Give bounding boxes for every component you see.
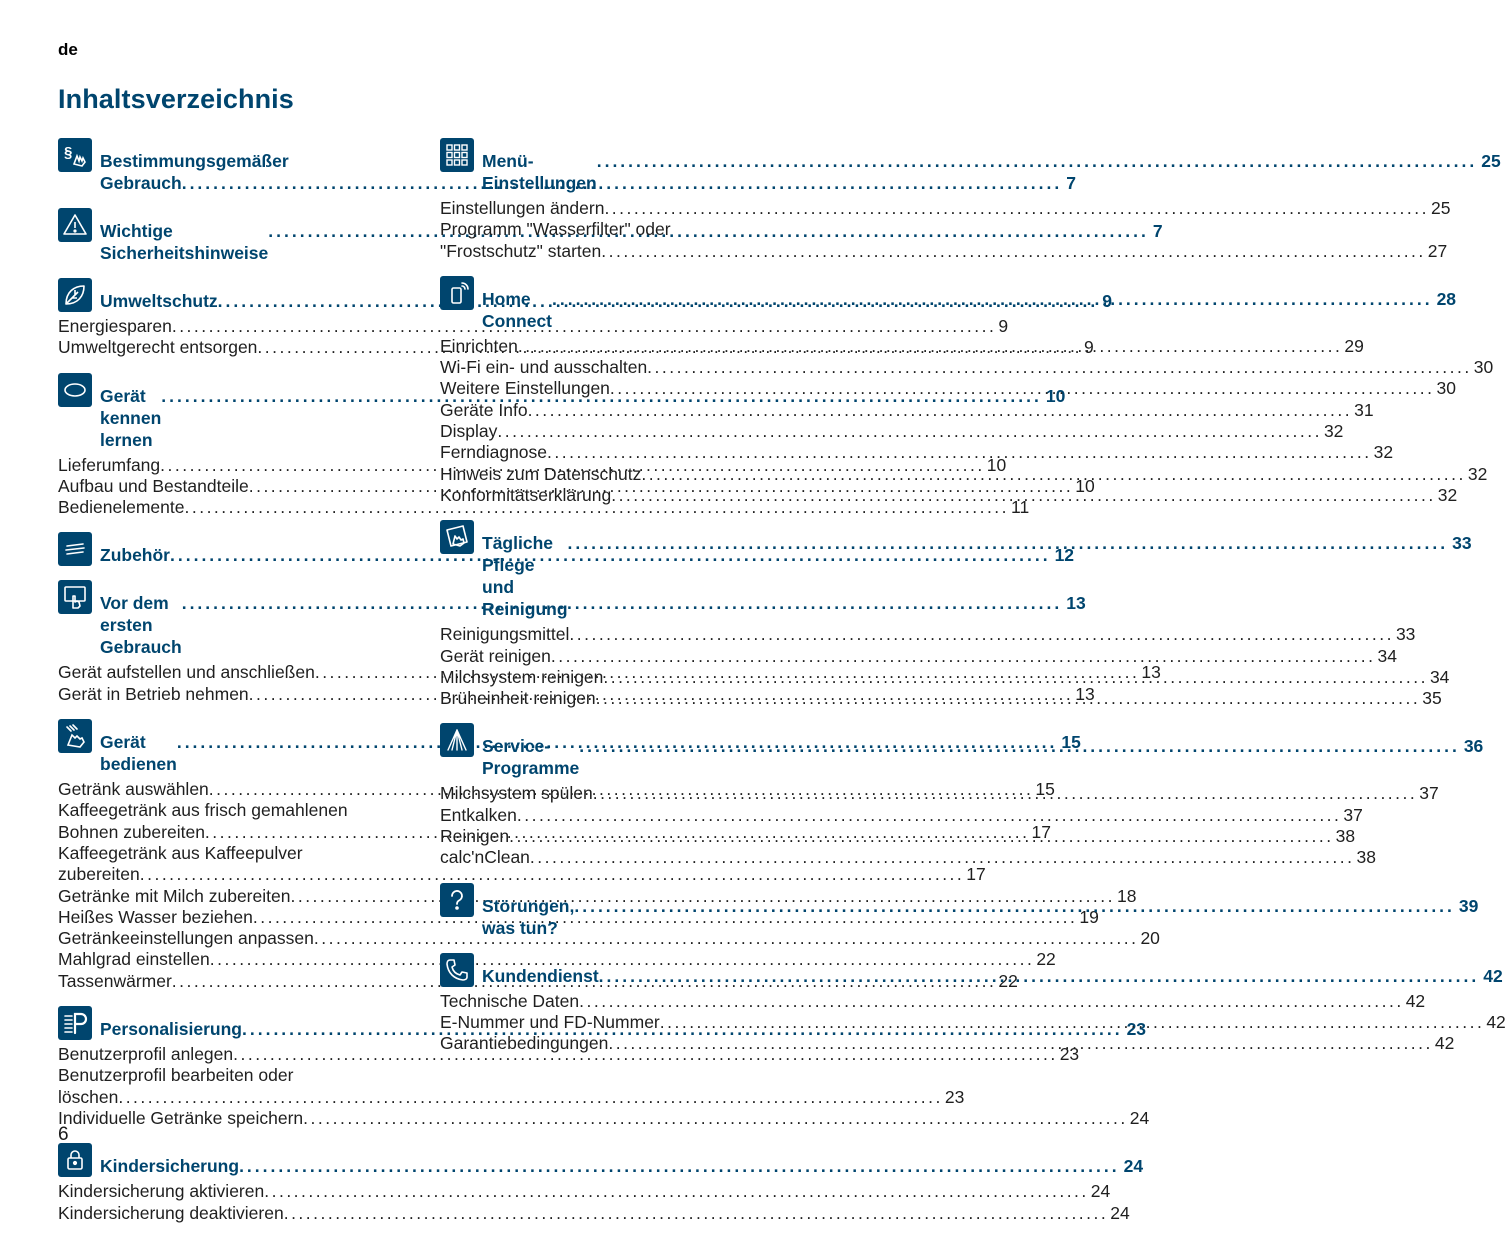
toc-entry-page: 37 bbox=[1419, 783, 1439, 804]
toc-entry-page: 25 bbox=[1431, 198, 1451, 218]
toc-entry-title: Energiesparen bbox=[58, 316, 172, 336]
toc-entry[interactable] bbox=[440, 335, 1364, 357]
dot-leader bbox=[596, 688, 1421, 709]
toc-entry-page: 20 bbox=[1140, 928, 1160, 949]
toc-entry-title: Reinigen bbox=[440, 826, 510, 847]
toc-entry-page: 42 bbox=[1434, 1033, 1455, 1054]
toc-entry-title: Benutzerprofil anlegen bbox=[58, 1044, 234, 1065]
language-code: de bbox=[58, 40, 78, 59]
dot-leader bbox=[574, 895, 1455, 939]
toc-entry-title: Getränkeeinstellungen anpassen bbox=[58, 928, 314, 949]
toc-entry[interactable] bbox=[58, 1044, 1080, 1065]
phone-handset-icon bbox=[440, 953, 474, 987]
toc-section-header[interactable] bbox=[58, 1143, 1144, 1177]
dot-leader bbox=[552, 288, 1433, 332]
service-spray-icon bbox=[440, 723, 474, 757]
toc-entry-line[interactable]: Kaffeegetränk aus frisch gemahlenen bbox=[58, 800, 348, 821]
toc-entry[interactable] bbox=[58, 885, 1137, 907]
toc-section-title-text: Umweltschutz bbox=[100, 291, 218, 311]
toc-section-title-text: Kindersicherung bbox=[100, 1156, 240, 1177]
toc-section-title-text: Gerät bedienen bbox=[100, 732, 177, 775]
toc-entry[interactable] bbox=[58, 1107, 1150, 1129]
toc-entry[interactable] bbox=[440, 240, 1448, 262]
toc-entry-page: 22 bbox=[998, 970, 1018, 991]
dot-leader bbox=[239, 1155, 1120, 1177]
toc-section-title-wrap bbox=[482, 883, 1478, 939]
toc-section-page: 9 bbox=[1102, 291, 1112, 311]
dot-leader bbox=[284, 1203, 1109, 1224]
section-hand-icon bbox=[58, 138, 92, 172]
toc-section-page: 42 bbox=[1483, 965, 1503, 986]
toc-entry[interactable] bbox=[58, 1181, 1111, 1202]
question-icon bbox=[440, 883, 474, 917]
toc-section-page: 39 bbox=[1458, 895, 1479, 916]
toc-entry-title: Wi-Fi ein- und ausschalten bbox=[440, 357, 648, 378]
toc-entry-page: 32 bbox=[1437, 484, 1458, 505]
toc-entry-title: Entkalken bbox=[440, 804, 517, 825]
toc-entry-page: 32 bbox=[1323, 421, 1344, 442]
toc-section bbox=[58, 1143, 1144, 1224]
dot-leader bbox=[601, 241, 1426, 262]
toc-entry[interactable] bbox=[440, 198, 1451, 219]
toc-entry-title: Technische Daten bbox=[440, 990, 580, 1011]
hand-pointer-icon bbox=[58, 580, 92, 614]
toc-section bbox=[58, 532, 1075, 566]
toc-section-header[interactable] bbox=[440, 138, 1501, 194]
toc-entry-page: 24 bbox=[1090, 1181, 1111, 1202]
toc-entry-line[interactable]: Benutzerprofil bearbeiten oder bbox=[58, 1065, 294, 1086]
toc-section-title-text: Störungen, was tun? bbox=[482, 895, 575, 938]
dot-leader bbox=[599, 965, 1480, 987]
toc-entry[interactable] bbox=[440, 399, 1374, 421]
dot-leader bbox=[497, 421, 1322, 442]
dot-leader bbox=[517, 805, 1342, 826]
toc-entry-page: 9 bbox=[1083, 337, 1094, 358]
toc-entry-page: 17 bbox=[966, 864, 986, 885]
dot-leader bbox=[303, 1108, 1128, 1129]
toc-entry-title: Garantiebedingungen bbox=[440, 1033, 609, 1054]
toc-entry[interactable] bbox=[58, 316, 1009, 337]
toc-entry[interactable] bbox=[440, 1033, 1455, 1054]
toc-section-header[interactable] bbox=[58, 532, 1075, 566]
toc-section-page: 12 bbox=[1054, 545, 1075, 566]
toc-entry[interactable] bbox=[440, 804, 1363, 826]
toc-entry-title: Bohnen zubereiten bbox=[58, 821, 205, 842]
toc-section-title bbox=[482, 288, 1456, 332]
page-number: 6 bbox=[58, 1124, 69, 1145]
toc-entry-title: Heißes Wasser beziehen bbox=[58, 906, 253, 927]
toc-section-title-text: Menü-Einstellungen bbox=[482, 151, 597, 193]
toc-entry-title: calc'nClean bbox=[440, 847, 530, 868]
toc-entry-page: 35 bbox=[1422, 688, 1442, 709]
dot-leader bbox=[530, 847, 1355, 868]
toc-entry[interactable] bbox=[58, 864, 986, 885]
toc-entry-page: 10 bbox=[986, 454, 1007, 475]
svg-text:§: § bbox=[64, 144, 73, 161]
warning-triangle-icon bbox=[58, 208, 92, 242]
toc-section-title-text: Gebrauch bbox=[100, 173, 182, 193]
toc-entry-title: Lieferumfang bbox=[58, 454, 161, 475]
toc-entry-title: Weitere Einstellungen bbox=[440, 378, 610, 399]
toc-section-page: 10 bbox=[1045, 385, 1066, 406]
toc-entry-page: 42 bbox=[1486, 1011, 1506, 1032]
dot-leader bbox=[547, 442, 1372, 463]
toc-entry-page: 15 bbox=[1035, 779, 1055, 800]
toc-entry-page: 11 bbox=[1011, 497, 1030, 518]
toc-entry-page: 31 bbox=[1354, 399, 1374, 420]
toc-entry-title: Gerät aufstellen und anschließen bbox=[58, 662, 315, 683]
toc-entry-title: Milchsystem spülen bbox=[440, 783, 593, 804]
toc-entry-title: Display bbox=[440, 421, 498, 442]
dot-leader bbox=[647, 357, 1472, 378]
toc-section-page: 13 bbox=[1066, 593, 1086, 614]
toc-entry-title: Gerät reinigen bbox=[440, 645, 551, 666]
dot-leader bbox=[118, 1087, 943, 1108]
toc-entry-title: Getränk auswählen bbox=[58, 779, 209, 800]
dot-leader bbox=[660, 1012, 1485, 1033]
toc-entry-title: Konformitätserklärung bbox=[440, 484, 612, 505]
toc-entry-page: 42 bbox=[1405, 990, 1426, 1011]
toc-entry-title: Brüheinheit reinigen bbox=[440, 688, 596, 709]
toc-entry-page: 29 bbox=[1344, 335, 1364, 356]
toc-section-page: 28 bbox=[1436, 288, 1457, 309]
toc-entry-page: 32 bbox=[1467, 463, 1488, 484]
toc-section-page: 24 bbox=[1123, 1156, 1144, 1177]
dot-leader bbox=[641, 464, 1466, 485]
toc-entry[interactable] bbox=[58, 1086, 965, 1108]
toc-entry-title: löschen bbox=[58, 1086, 119, 1107]
toc-section-title-wrap bbox=[482, 276, 1456, 332]
toc-section-title-text: Tägliche Pflege und Reinigung bbox=[482, 533, 568, 620]
toc-entry-title: Einrichten bbox=[440, 335, 518, 356]
toc-entry-title: E-Nummer und FD-Nummer bbox=[440, 1011, 660, 1032]
toc-entry-title: Tassenwärmer bbox=[58, 970, 172, 991]
toc-entry-page: 30 bbox=[1473, 357, 1494, 378]
dot-leader bbox=[528, 400, 1353, 421]
dot-leader bbox=[593, 783, 1418, 804]
toc-entry-page: 19 bbox=[1079, 906, 1099, 927]
toc-entry-title: Getränke mit Milch zubereiten bbox=[58, 885, 291, 906]
toc-section-page: 7 bbox=[1066, 173, 1076, 193]
toc-entry[interactable] bbox=[440, 847, 1376, 868]
toc-entry[interactable] bbox=[58, 928, 1160, 949]
toc-entry[interactable] bbox=[58, 949, 1056, 970]
dot-leader bbox=[579, 735, 1460, 779]
toc-entry[interactable] bbox=[440, 624, 1416, 645]
toc-entry-title: Geräte Info bbox=[440, 399, 528, 420]
toc-entry-page: 10 bbox=[1075, 475, 1095, 496]
toc-entry-title: Kindersicherung deaktivieren bbox=[58, 1202, 284, 1223]
eye-icon bbox=[58, 373, 92, 407]
toc-entry-page: 34 bbox=[1429, 666, 1450, 687]
toc-entry[interactable] bbox=[58, 497, 1030, 518]
toc-section-title bbox=[482, 735, 1483, 779]
toc-section-title-wrap bbox=[482, 138, 1501, 194]
toc-entry-title: Bedienelemente bbox=[58, 497, 185, 518]
toc-section-title-text: Gerät kennen lernen bbox=[100, 385, 162, 450]
toc-section-title-wrap bbox=[482, 723, 1483, 779]
toc-entry-page: 23 bbox=[944, 1086, 965, 1107]
toc-entry-page: 17 bbox=[1031, 821, 1051, 842]
dot-leader bbox=[518, 336, 1343, 357]
dot-leader bbox=[509, 826, 1334, 847]
toc-section-title-text: Vor dem ersten Gebrauch bbox=[100, 593, 182, 658]
toc-section-title bbox=[482, 532, 1472, 620]
dot-leader bbox=[603, 667, 1428, 688]
toc-entry-line[interactable]: Kaffeegetränk aus Kaffeepulver bbox=[58, 842, 303, 863]
toc-section bbox=[440, 138, 1501, 262]
toc-section-title-text: Service-Programme bbox=[482, 736, 580, 779]
toc-entry-page: 34 bbox=[1377, 645, 1397, 666]
toc-section-title-wrap bbox=[482, 953, 1503, 987]
toc-section-page: 15 bbox=[1061, 732, 1081, 753]
toc-entry-title: Individuelle Getränke speichern bbox=[58, 1107, 304, 1128]
toc-entry-page: 32 bbox=[1373, 442, 1394, 463]
toc-section-title-wrap bbox=[100, 1143, 1143, 1177]
toc-entry-title: zubereiten bbox=[58, 864, 140, 885]
toc-entry-title: "Frostschutz" starten bbox=[440, 240, 602, 261]
toc-entry-title: Hinweis zum Datenschutz bbox=[440, 463, 642, 484]
toc-entry-line[interactable]: Programm "Wasserfilter" oder bbox=[440, 219, 671, 240]
toc-entry-title: Einstellungen ändern bbox=[440, 198, 605, 218]
toc-entry-page: 13 bbox=[1075, 683, 1095, 704]
toc-entry[interactable] bbox=[440, 645, 1397, 667]
cleaning-hand-icon bbox=[440, 520, 474, 554]
toc-section-title bbox=[482, 150, 1501, 194]
toc-section-page: 33 bbox=[1452, 533, 1472, 554]
toc-section-title-wrap bbox=[482, 520, 1472, 620]
dot-leader bbox=[579, 991, 1404, 1012]
phone-wifi-icon bbox=[440, 276, 474, 310]
grid-menu-icon bbox=[440, 138, 474, 172]
dot-leader bbox=[611, 485, 1436, 506]
toc-entry[interactable] bbox=[440, 357, 1494, 378]
toc-section-title-text: Personalisierung bbox=[100, 1019, 242, 1040]
toc-entry-page: 24 bbox=[1110, 1202, 1130, 1223]
toc-entry-title: Gerät in Betrieb nehmen bbox=[58, 683, 249, 704]
dot-leader bbox=[604, 198, 1429, 219]
toc-section-title-text: Kundendienst bbox=[482, 965, 599, 986]
toc-entry-page: 38 bbox=[1335, 826, 1356, 847]
hand-touch-icon bbox=[58, 719, 92, 753]
toc-entry[interactable] bbox=[440, 990, 1426, 1012]
toc-entry-page: 37 bbox=[1343, 804, 1363, 825]
dot-leader bbox=[597, 150, 1478, 194]
toc-section-title bbox=[482, 895, 1478, 939]
toc-section-header[interactable] bbox=[440, 276, 1457, 332]
dot-leader bbox=[551, 646, 1376, 667]
toc-section-page: 7 bbox=[1152, 221, 1163, 241]
toc-entry-page: 30 bbox=[1436, 378, 1456, 399]
toc-entry[interactable] bbox=[440, 442, 1394, 463]
toc-entry-page: 13 bbox=[1141, 662, 1161, 683]
toc-section-title-text: Wichtige Sicherheitshinweise bbox=[100, 221, 269, 263]
dot-leader bbox=[264, 1181, 1089, 1202]
toc-entry-title: Reinigungsmittel bbox=[440, 624, 570, 645]
toc-entry-title: Ferndiagnose bbox=[440, 442, 548, 463]
toc-entry-page: 33 bbox=[1395, 624, 1416, 645]
lock-icon bbox=[58, 1143, 92, 1177]
toc-section-title-text: Home Connect bbox=[482, 288, 552, 331]
toc-section-title-text: Zubehör bbox=[100, 545, 170, 566]
profile-p-icon bbox=[58, 1006, 92, 1040]
dot-leader bbox=[568, 532, 1449, 620]
toc-entry-title: Aufbau und Bestandteile bbox=[58, 475, 249, 496]
toc-entry[interactable] bbox=[440, 421, 1344, 442]
toc-entry-page: 23 bbox=[1059, 1044, 1080, 1065]
toc-entry-title: Mahlgrad einstellen bbox=[58, 949, 210, 970]
dot-leader bbox=[610, 378, 1435, 399]
toc-entry-title: Milchsystem reinigen bbox=[440, 666, 604, 687]
toc-entry-title: Kindersicherung aktivieren bbox=[58, 1181, 265, 1202]
toc-entry-page: 38 bbox=[1356, 847, 1376, 868]
toc-section-page: 36 bbox=[1463, 736, 1484, 757]
toc-section-page: 25 bbox=[1481, 151, 1501, 171]
toc-section-title bbox=[482, 965, 1503, 987]
toc-section-page: 23 bbox=[1126, 1019, 1147, 1040]
leaf-icon bbox=[58, 278, 92, 312]
dot-leader bbox=[569, 624, 1394, 645]
toc-entry-page: 18 bbox=[1117, 885, 1137, 906]
toc-section-title bbox=[100, 1155, 1143, 1177]
dot-leader bbox=[608, 1033, 1433, 1054]
toc-entry-title: Umweltgerecht entsorgen bbox=[58, 337, 258, 358]
page-title: Inhaltsverzeichnis bbox=[58, 84, 294, 114]
toc-entry[interactable] bbox=[58, 1202, 1130, 1224]
toc-entry-page: 24 bbox=[1129, 1107, 1150, 1128]
toc-entry-page: 9 bbox=[998, 316, 1009, 336]
layers-icon bbox=[58, 532, 92, 566]
toc-entry-page: 27 bbox=[1427, 240, 1448, 261]
toc-entry-page: 22 bbox=[1036, 949, 1056, 970]
toc-section-title-line1: Bestimmungsgemäßer bbox=[100, 151, 289, 171]
